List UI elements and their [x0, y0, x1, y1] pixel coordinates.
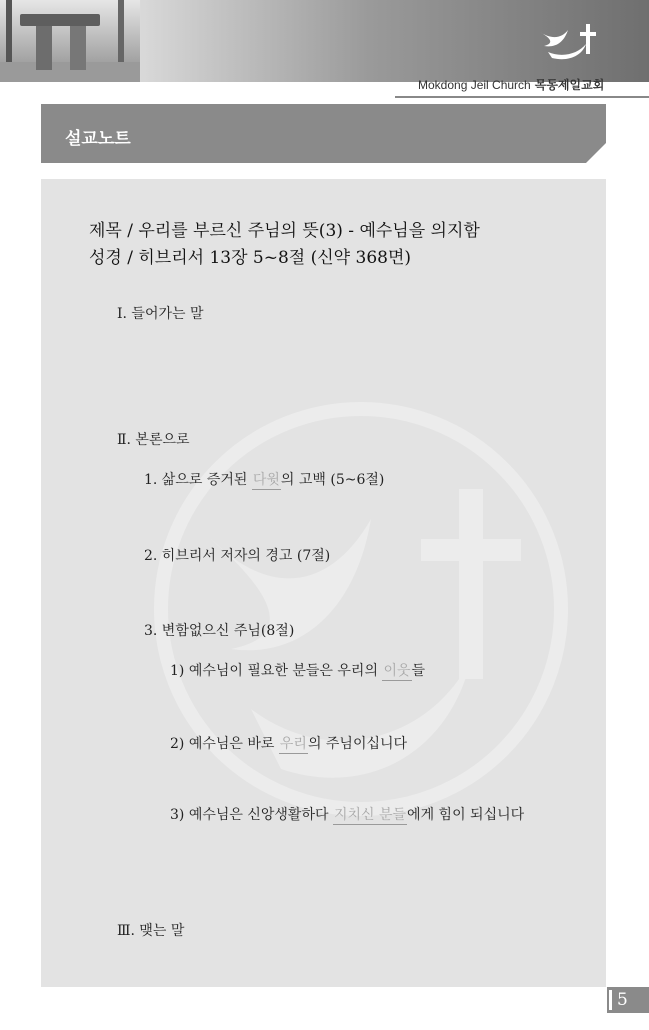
section-bar: [41, 104, 606, 163]
sermon-title: 제목 / 우리를 부르신 주님의 뜻(3) - 예수님을 의지함: [89, 221, 480, 241]
outline-intro: Ⅰ. 들어가는 말: [117, 306, 204, 322]
church-name-en: Mokdong Jeil Church: [418, 78, 531, 92]
fill-in-blank: 우리: [279, 733, 308, 754]
outline-conclusion: Ⅲ. 맺는 말: [117, 923, 185, 939]
church-logo-icon: [538, 18, 600, 62]
outline-body: Ⅱ. 본론으로: [117, 432, 190, 448]
outline-point-2: 2. 히브리서 저자의 경고 (7절): [144, 548, 331, 564]
outline-point-3: 3. 변함없으신 주님(8절): [144, 623, 295, 639]
sermon-scripture: 성경 / 히브리서 13장 5~8절 (신약 368면): [89, 248, 412, 268]
sermon-note-panel: [41, 179, 606, 987]
outline-sub-1: 1) 예수님이 필요한 분들은 우리의 이웃들: [170, 660, 425, 681]
page-number-badge: [607, 987, 649, 1013]
header-photo: [0, 0, 140, 82]
page-number: 5: [617, 990, 628, 1010]
outline-sub-3: 3) 예수님은 신앙생활하다 지치신 분들에게 힘이 되십니다: [170, 804, 524, 825]
fill-in-blank: 지치신 분들: [333, 804, 407, 825]
section-title: 설교노트: [65, 129, 131, 149]
church-name: [418, 76, 604, 93]
corner-fold-icon: [586, 143, 606, 163]
fill-in-blank: 다윗: [252, 469, 281, 490]
header-divider: [395, 96, 649, 98]
outline-sub-2: 2) 예수님은 바로 우리의 주님이십니다: [170, 733, 407, 754]
watermark-logo-icon: [141, 389, 581, 829]
page-number-divider: [609, 990, 612, 1010]
church-name-ko: 목동제일교회: [534, 78, 605, 92]
fill-in-blank: 이웃: [382, 660, 411, 681]
outline-point-1: 1. 삶으로 증거된 다윗의 고백 (5~6절): [144, 469, 384, 490]
